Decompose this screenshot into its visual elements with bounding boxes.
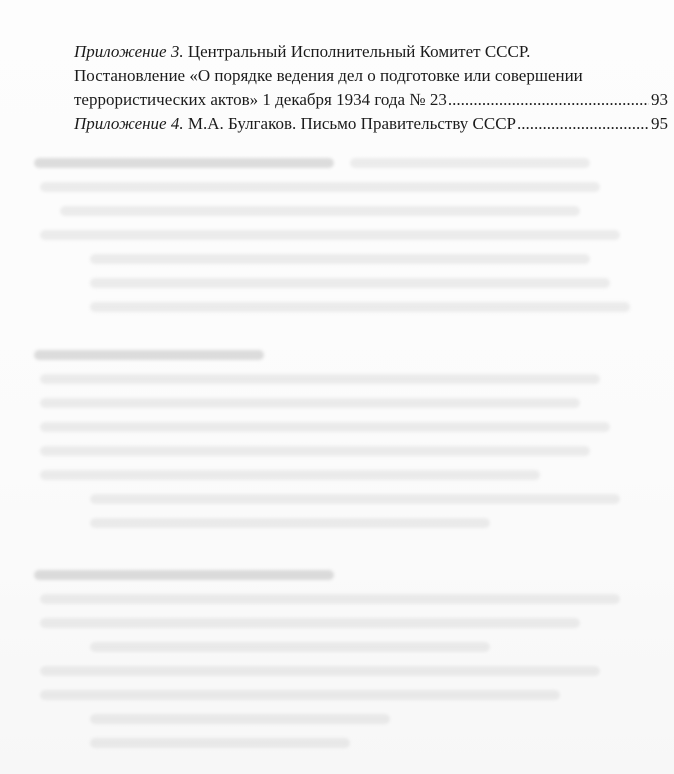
toc-entry-appendix-3[interactable] <box>74 40 668 112</box>
table-of-contents <box>74 40 668 136</box>
appendix-title-end: террористических актов» 1 декабря 1934 года № 23 <box>74 90 447 109</box>
appendix-heading <box>74 112 516 136</box>
page-number: 95 <box>651 114 668 133</box>
dot-leader <box>517 112 649 136</box>
toc-entry-line <box>74 88 668 112</box>
appendix-title: М.А. Булгаков. Письмо Правительству СССР <box>183 114 516 133</box>
dot-leader <box>448 88 649 112</box>
toc-entry-line: Постановление «О порядке ведения дел о подготовке или совершении <box>74 66 583 85</box>
toc-entry-line <box>74 112 668 136</box>
page-number: 93 <box>651 90 668 109</box>
appendix-label: Приложение 3. <box>74 42 184 61</box>
appendix-title: Центральный Исполнительный Комитет СССР. <box>183 42 531 61</box>
bleed-through-text <box>0 150 674 774</box>
toc-entry-line <box>74 40 668 64</box>
toc-entry-appendix-4[interactable] <box>74 112 668 136</box>
appendix-label: Приложение 4. <box>74 114 184 133</box>
